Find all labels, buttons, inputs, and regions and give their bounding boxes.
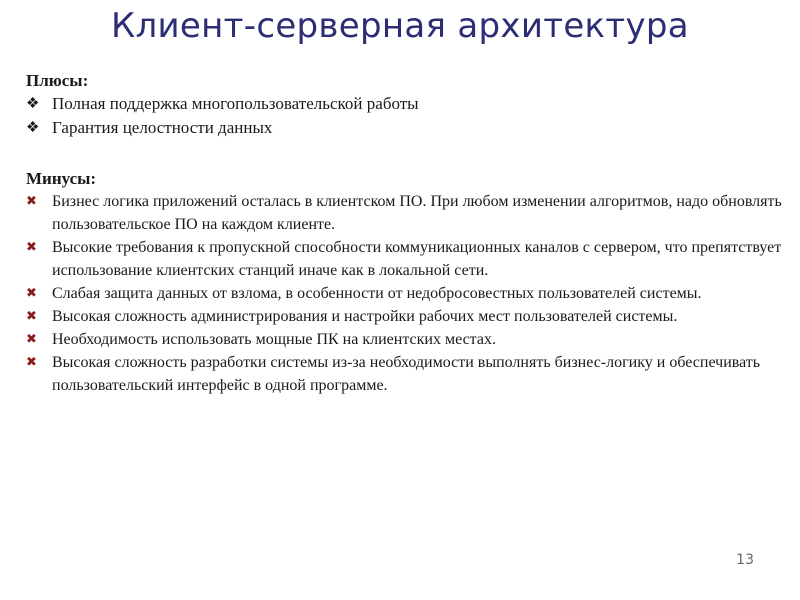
cons-item-text: Высокие требования к пропускной способности коммуникационных каналов с сервером, что препятствует использование клиентских станций иначе как в локальной сети. <box>52 239 782 279</box>
page-number: 13 <box>736 552 754 568</box>
cross-bullet-icon: ✖ <box>26 332 37 347</box>
pros-heading: Плюсы: <box>26 71 89 90</box>
cons-item-text: Высокая сложность администрирования и настройки рабочих мест пользователей системы. <box>52 308 678 325</box>
cons-item-text: Слабая защита данных от взлома, в особенности от недобросовестных пользователей системы. <box>52 285 702 302</box>
cons-item <box>26 305 796 328</box>
diamond-bullet-icon: ❖ <box>26 96 40 112</box>
cross-bullet-icon: ✖ <box>26 355 37 370</box>
cons-item <box>26 236 796 282</box>
cons-heading: Минусы: <box>26 169 97 188</box>
cons-item <box>26 328 796 351</box>
cons-item <box>26 351 796 397</box>
cross-bullet-icon: ✖ <box>26 194 37 209</box>
cross-bullet-icon: ✖ <box>26 309 37 324</box>
cons-list <box>26 190 796 397</box>
cross-bullet-icon: ✖ <box>26 240 37 255</box>
diamond-bullet-icon: ❖ <box>26 120 40 136</box>
pros-item-text: Гарантия целостности данных <box>52 118 273 137</box>
cons-item-text: Высокая сложность разработки системы из-за необходимости выполнять бизнес-логику и обеспечивать пользовательский интерфейс в одной программе. <box>52 354 761 394</box>
cons-item <box>26 282 796 305</box>
slide-title: Клиент-серверная архитектура <box>111 6 689 46</box>
pros-item <box>26 92 796 116</box>
pros-item-text: Полная поддержка многопользовательской работы <box>52 94 419 113</box>
pros-item <box>26 116 796 140</box>
pros-list <box>26 92 796 140</box>
cons-item <box>26 190 796 236</box>
slide-content <box>26 70 796 397</box>
cross-bullet-icon: ✖ <box>26 286 37 301</box>
cons-item-text: Бизнес логика приложений осталась в клиентском ПО. При любом изменении алгоритмов, надо обновлять пользовательское ПО на каждом клиенте. <box>52 193 782 233</box>
cons-item-text: Необходимость использовать мощные ПК на клиентских местах. <box>52 331 496 348</box>
